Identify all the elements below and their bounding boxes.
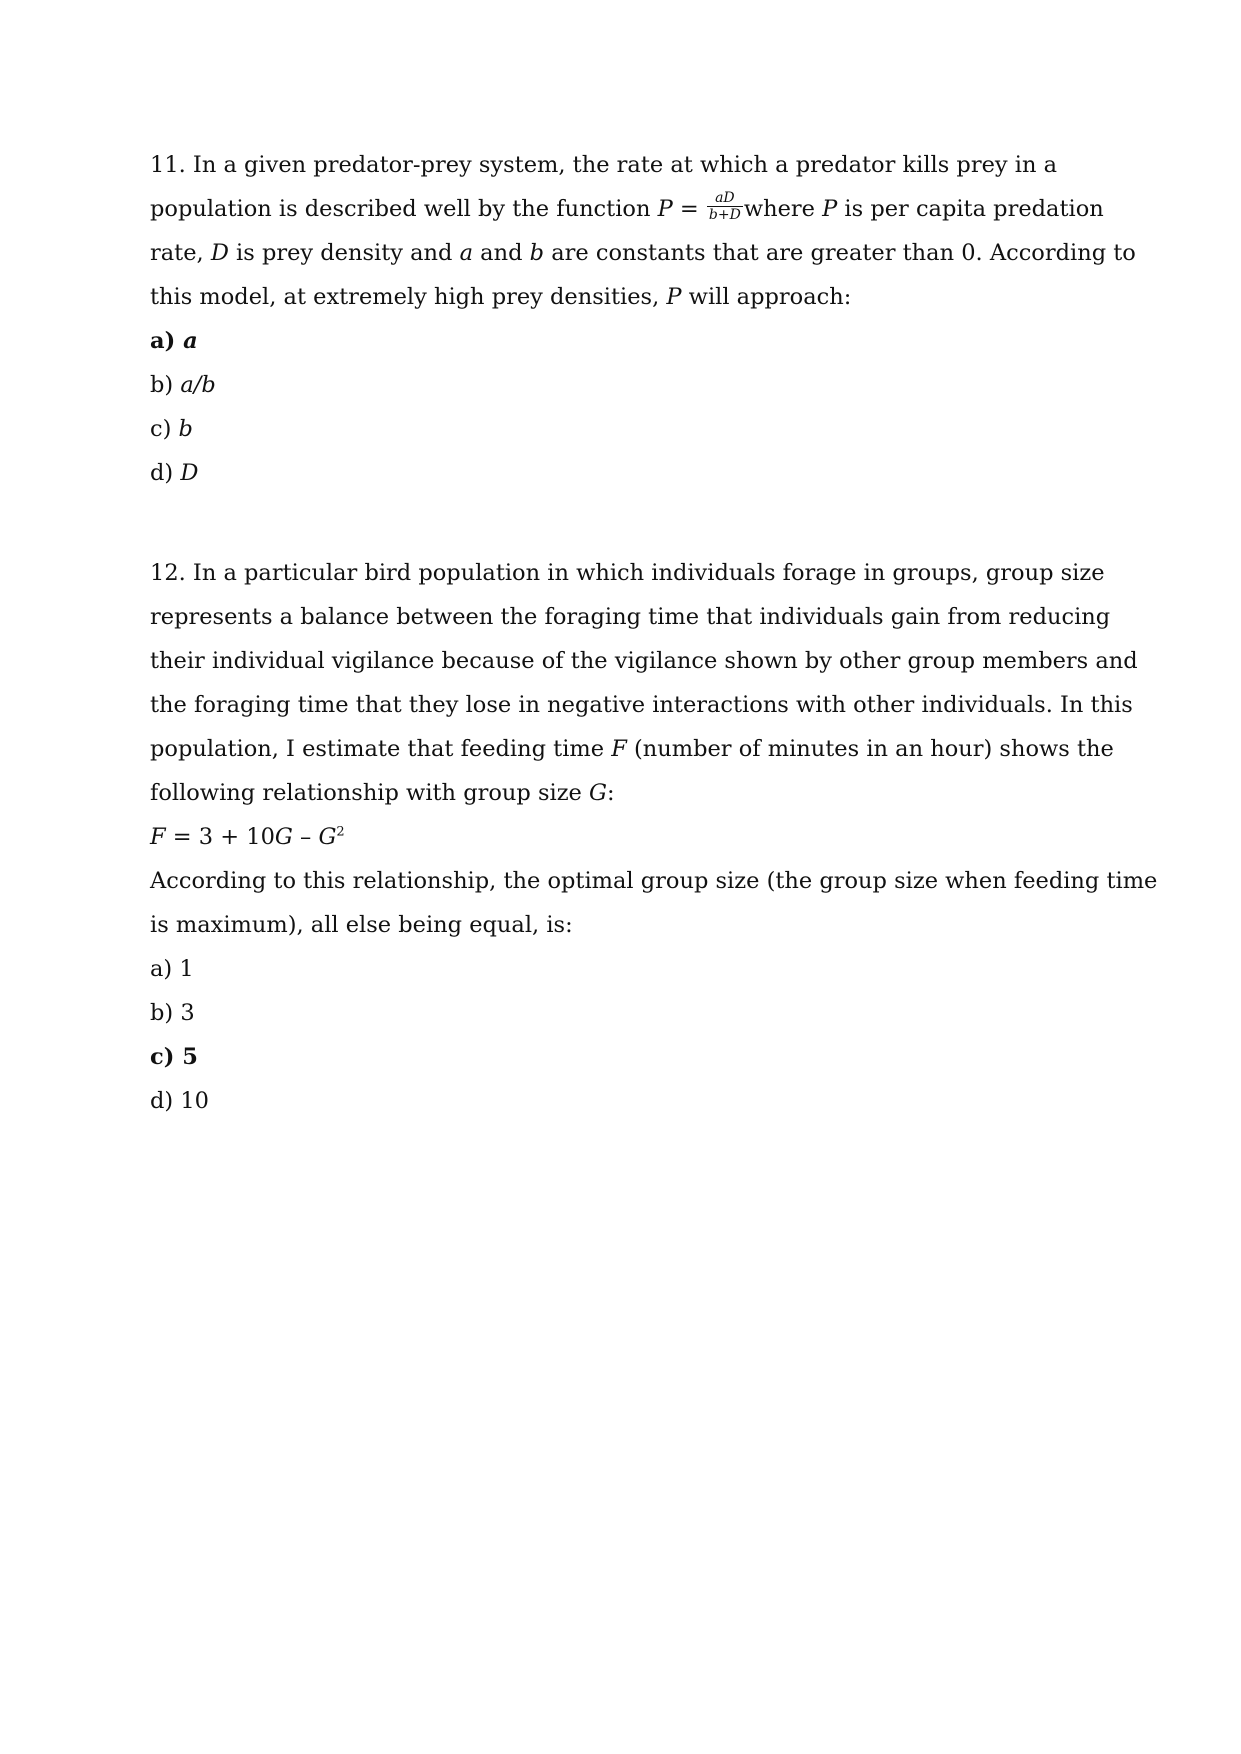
option-label: a) bbox=[150, 328, 184, 354]
q11-text: where bbox=[743, 196, 823, 222]
q11-line-2 bbox=[150, 187, 1110, 231]
minus-sign: – bbox=[292, 824, 319, 850]
option-label: c) bbox=[150, 1044, 183, 1070]
q11-text: are constants that are greater than 0. According to bbox=[544, 240, 1136, 266]
option-label: d) bbox=[150, 1088, 181, 1114]
var-F: F bbox=[611, 736, 627, 762]
q11-text: rate, bbox=[150, 240, 211, 266]
q12-line-6 bbox=[150, 771, 1110, 815]
q11-option-a bbox=[150, 319, 1110, 363]
option-value: 5 bbox=[182, 1044, 198, 1070]
var-P: P bbox=[822, 196, 838, 222]
equals-sign: = bbox=[672, 196, 706, 222]
var-P: P bbox=[657, 196, 673, 222]
option-value: a/b bbox=[180, 372, 216, 398]
q12-option-b bbox=[150, 991, 1110, 1035]
option-label: c) bbox=[150, 416, 179, 442]
q11-option-c bbox=[150, 407, 1110, 451]
q11-text: population is described well by the function bbox=[150, 196, 658, 222]
var-P: P bbox=[666, 284, 682, 310]
option-value: 1 bbox=[179, 956, 194, 982]
q11-text: 11. In a given predator-prey system, the rate at which a predator kills prey in a bbox=[150, 152, 1058, 178]
q11-text: and bbox=[473, 240, 530, 266]
q12-text: population, I estimate that feeding time bbox=[150, 736, 612, 762]
option-label: a) bbox=[150, 956, 180, 982]
q12-text: their individual vigilance because of the vigilance shown by other group members and bbox=[150, 648, 1138, 674]
q12-line-8 bbox=[150, 859, 1158, 903]
option-value: a bbox=[183, 328, 198, 354]
q11-text: is prey density and bbox=[228, 240, 460, 266]
q12-line-3 bbox=[150, 639, 1138, 683]
q12-option-d bbox=[150, 1079, 1110, 1123]
q12-option-a bbox=[150, 947, 1110, 991]
option-label: b) bbox=[150, 372, 181, 398]
question-11 bbox=[150, 143, 1136, 495]
option-label: d) bbox=[150, 460, 181, 486]
var-F: F bbox=[150, 824, 166, 850]
q11-line-1 bbox=[150, 143, 1110, 187]
var-G: G bbox=[589, 780, 607, 806]
feeding-time-equation bbox=[150, 815, 1110, 859]
exponent: 2 bbox=[336, 824, 345, 840]
q11-text: is per capita predation bbox=[837, 196, 1104, 222]
q12-text: following relationship with group size bbox=[150, 780, 590, 806]
option-value: D bbox=[180, 460, 199, 486]
option-label: b) bbox=[150, 1000, 181, 1026]
q11-text: this model, at extremely high prey densities, bbox=[150, 284, 667, 310]
fraction-denominator: b+D bbox=[708, 206, 741, 223]
q11-line-3 bbox=[150, 231, 1136, 275]
q11-option-d bbox=[150, 451, 1110, 495]
q12-line-9 bbox=[150, 903, 1110, 947]
q12-text: is maximum), all else being equal, is: bbox=[150, 912, 573, 938]
q11-text: will approach: bbox=[681, 284, 852, 310]
q11-line-4 bbox=[150, 275, 1110, 319]
equation-text: = 3 + 10 bbox=[165, 824, 275, 850]
q12-text: : bbox=[607, 780, 615, 806]
q12-text: represents a balance between the foraging time that individuals gain from reducing bbox=[150, 604, 1111, 630]
q12-line-4 bbox=[150, 683, 1133, 727]
question-12 bbox=[150, 551, 1158, 1123]
fraction-numerator: aD bbox=[707, 190, 743, 207]
var-b: b bbox=[529, 240, 545, 266]
q12-text: (number of minutes in an hour) shows the bbox=[626, 736, 1114, 762]
option-value: 10 bbox=[180, 1088, 209, 1114]
q12-line-2 bbox=[150, 595, 1110, 639]
var-G: G bbox=[318, 824, 337, 850]
q11-option-b bbox=[150, 363, 1110, 407]
var-D: D bbox=[210, 240, 229, 266]
q12-text: 12. In a particular bird population in which individuals forage in groups, group size bbox=[150, 560, 1105, 586]
q12-line-5 bbox=[150, 727, 1114, 771]
option-value: 3 bbox=[180, 1000, 195, 1026]
q12-text: According to this relationship, the optimal group size (the group size when feeding time bbox=[150, 868, 1158, 894]
var-G: G bbox=[274, 824, 293, 850]
q12-line-1 bbox=[150, 551, 1110, 595]
q12-option-c bbox=[150, 1035, 1110, 1079]
var-a: a bbox=[459, 240, 474, 266]
q12-text: the foraging time that they lose in negative interactions with other individuals. In this bbox=[150, 692, 1133, 718]
predation-fraction bbox=[707, 190, 743, 223]
option-value: b bbox=[178, 416, 193, 442]
